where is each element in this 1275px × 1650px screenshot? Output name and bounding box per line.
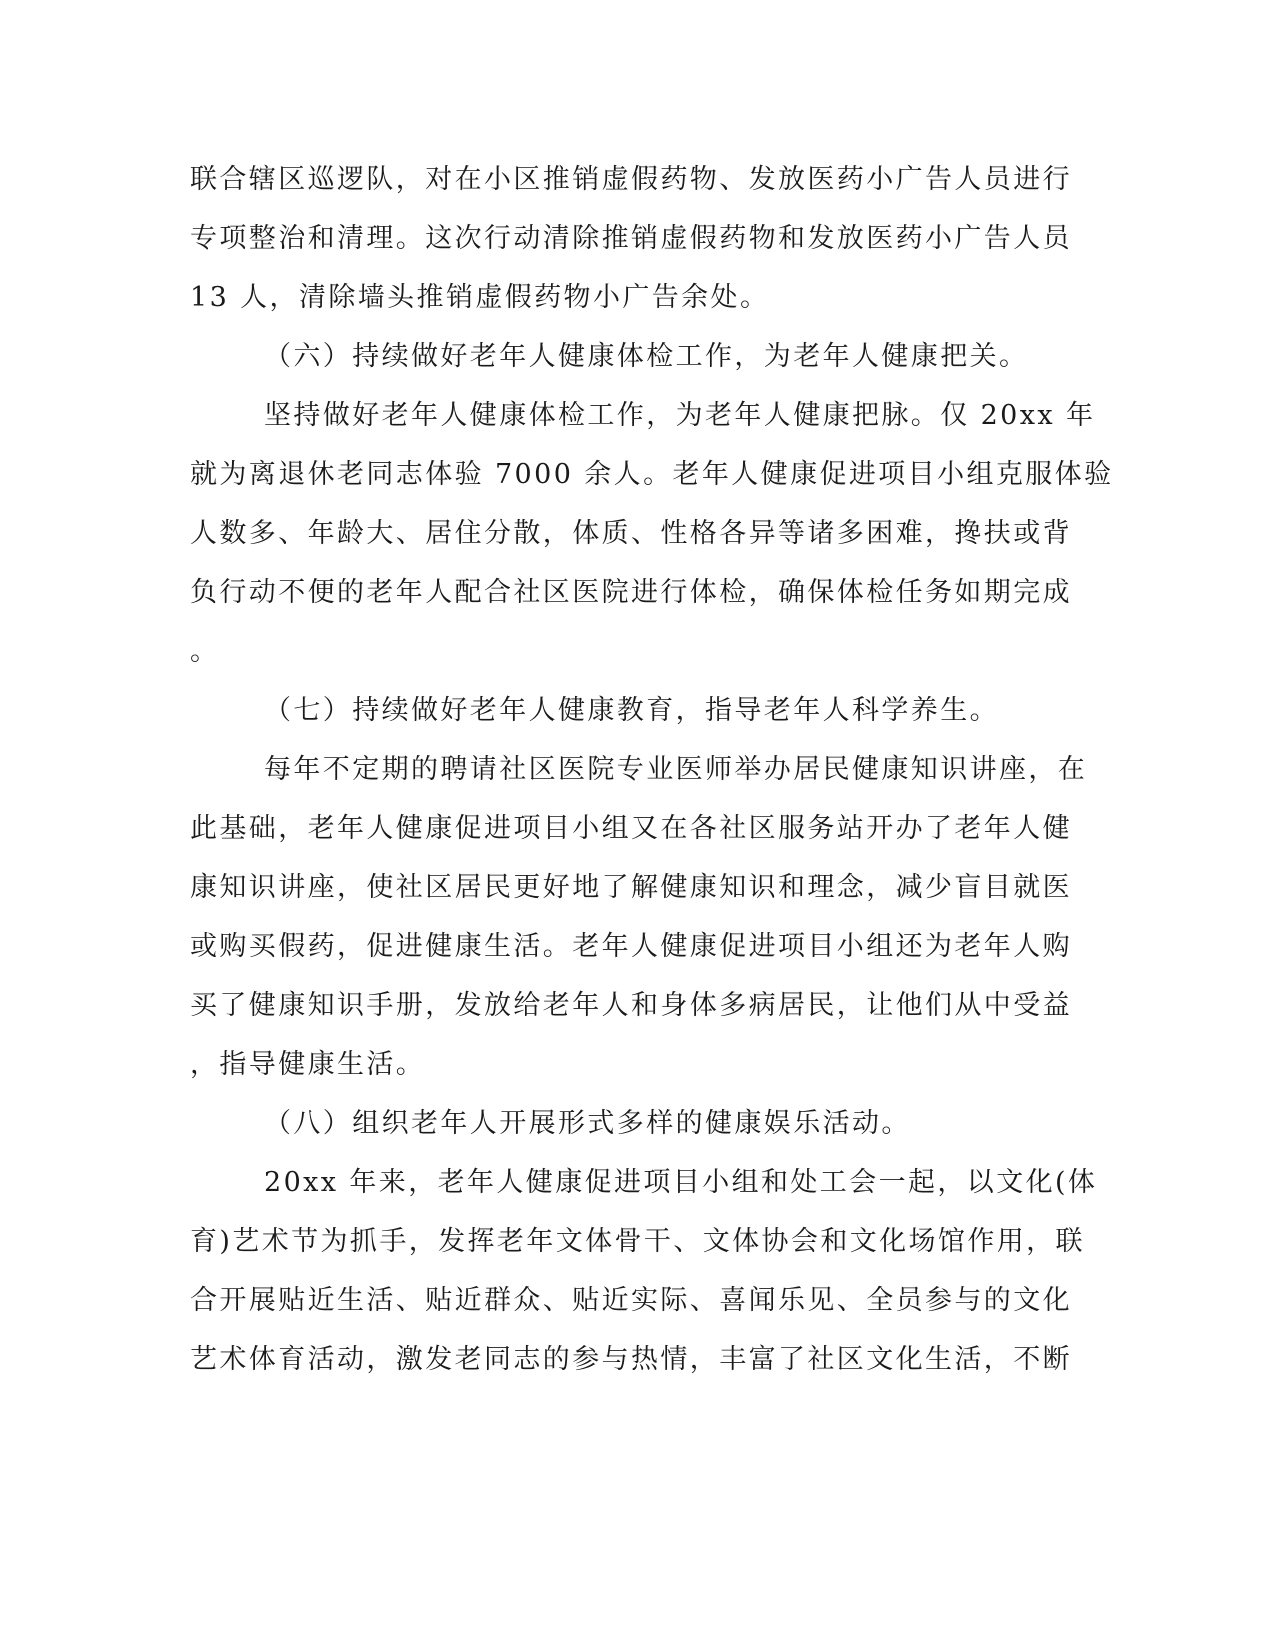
paragraph-line: 或购买假药，促进健康生活。老年人健康促进项目小组还为老年人购 [190, 931, 1072, 962]
paragraph-line: 康知识讲座，使社区居民更好地了解健康知识和理念，减少盲目就医 [190, 872, 1072, 903]
paragraph-line: 负行动不便的老年人配合社区医院进行体检，确保体检任务如期完成 [190, 577, 1072, 608]
paragraph-line: 此基础，老年人健康促进项目小组又在各社区服务站开办了老年人健 [190, 813, 1072, 844]
paragraph-line: 人数多、年龄大、居住分散，体质、性格各异等诸多困难，搀扶或背 [190, 518, 1072, 549]
paragraph-line: ，指导健康生活。 [190, 1049, 426, 1080]
paragraph-line: 13 人，清除墙头推销虚假药物小广告余处。 [190, 282, 770, 313]
section-heading: （六）持续做好老年人健康体检工作，为老年人健康把关。 [264, 341, 1029, 372]
paragraph-line: 20xx 年来，老年人健康促进项目小组和处工会一起，以文化(体 [264, 1167, 1098, 1198]
paragraph-line: 合开展贴近生活、贴近群众、贴近实际、喜闻乐见、全员参与的文化 [190, 1285, 1072, 1316]
paragraph-line: 育)艺术节为抓手，发挥老年文体骨干、文体协会和文化场馆作用，联 [190, 1226, 1085, 1257]
paragraph-line: 艺术体育活动，激发老同志的参与热情，丰富了社区文化生活，不断 [190, 1344, 1072, 1375]
paragraph-line: 联合辖区巡逻队，对在小区推销虚假药物、发放医药小广告人员进行 [190, 164, 1072, 195]
section-heading: （七）持续做好老年人健康教育，指导老年人科学养生。 [264, 695, 999, 726]
paragraph-line: 。 [190, 636, 220, 667]
paragraph-line: 每年不定期的聘请社区医院专业医师举办居民健康知识讲座，在 [264, 754, 1088, 785]
paragraph-line: 专项整治和清理。这次行动清除推销虚假药物和发放医药小广告人员 [190, 223, 1072, 254]
paragraph-line: 坚持做好老年人健康体检工作，为老年人健康把脉。仅 20xx 年 [264, 400, 1096, 431]
section-heading: （八）组织老年人开展形式多样的健康娱乐活动。 [264, 1108, 911, 1139]
paragraph-line: 就为离退休老同志体验 7000 余人。老年人健康促进项目小组克服体验 [190, 459, 1114, 490]
paragraph-line: 买了健康知识手册，发放给老年人和身体多病居民，让他们从中受益 [190, 990, 1072, 1021]
